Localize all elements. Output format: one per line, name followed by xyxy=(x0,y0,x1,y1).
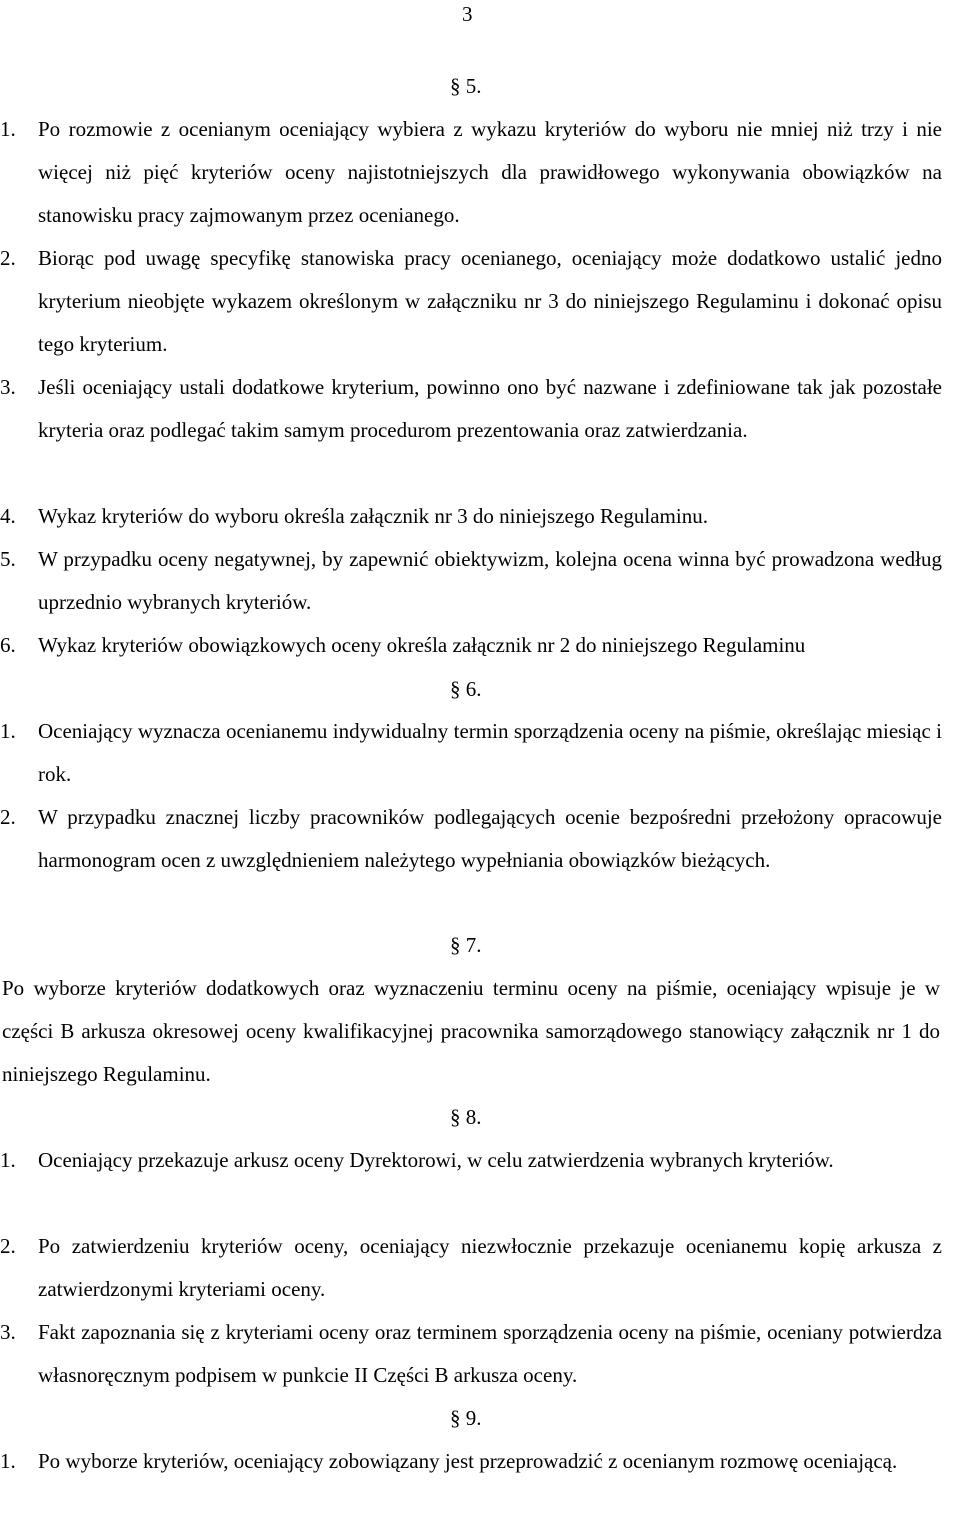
item-text: Po zatwierdzeniu kryteriów oceny, oceniający niezwłocznie przekazuje ocenianemu kopię arkusza z zatwierdzonymi kryteriami oceny. xyxy=(38,1234,942,1301)
item-number: 6. xyxy=(0,633,16,657)
item-number: 1. xyxy=(0,1449,16,1473)
section-header-9: § 9. xyxy=(450,1406,482,1430)
item-text: Jeśli oceniający ustali dodatkowe kryterium, powinno ono być nazwane i zdefiniowane tak jak pozostałe kryteria oraz podlegać takim samym procedurom prezentowania oraz zatwierdzania. xyxy=(38,375,942,442)
item-number: 1. xyxy=(0,719,16,743)
item-text: Biorąc pod uwagę specyfikę stanowiska pracy ocenianego, oceniający może dodatkowo ustalić jedno kryterium nieobjęte wykazem określonym w załączniku nr 3 do niniejszego Regulaminu i dokonać opisu tego kryterium. xyxy=(38,246,942,356)
section-header-7: § 7. xyxy=(450,933,482,957)
item-text: Oceniający wyznacza ocenianemu indywidualny termin sporządzenia oceny na piśmie, określając miesiąc i rok. xyxy=(38,719,942,786)
item-text: W przypadku znacznej liczby pracowników podlegających ocenie bezpośredni przełożony opracowuje harmonogram ocen z uwzględnieniem należytego wypełniania obowiązków bieżących. xyxy=(38,805,942,872)
item-text: Wykaz kryteriów do wyboru określa załącznik nr 3 do niniejszego Regulaminu. xyxy=(38,504,708,528)
item-text: Fakt zapoznania się z kryteriami oceny oraz terminem sporządzenia oceny na piśmie, oceniany potwierdza własnoręcznym podpisem w punkcie II Części B arkusza oceny. xyxy=(38,1320,942,1387)
section-header-8: § 8. xyxy=(450,1105,482,1129)
section-header-5: § 5. xyxy=(450,74,482,98)
item-text: Oceniający przekazuje arkusz oceny Dyrektorowi, w celu zatwierdzenia wybranych kryteriów. xyxy=(38,1148,834,1172)
item-text: Po rozmowie z ocenianym oceniający wybiera z wykazu kryteriów do wyboru nie mniej niż trzy i nie więcej niż pięć kryteriów oceny najistotniejszych dla prawidłowego wykonywania obowiązków na stanowisku pracy zajmowanym przez ocenianego. xyxy=(38,117,942,227)
paragraph: Po wyborze kryteriów dodatkowych oraz wyznaczeniu terminu oceny na piśmie, oceniający wpisuje je w części B arkusza okresowej oceny kwalifikacyjnej pracownika samorządowego stanowiący załącznik nr 1 do niniejszego Regulaminu. xyxy=(2,976,940,1086)
item-number: 5. xyxy=(0,547,16,571)
item-number: 1. xyxy=(0,1148,16,1172)
item-number: 2. xyxy=(0,1234,16,1258)
page-number: 3 xyxy=(462,2,473,26)
item-number: 3. xyxy=(0,1320,16,1344)
item-text: Wykaz kryteriów obowiązkowych oceny określa załącznik nr 2 do niniejszego Regulaminu xyxy=(38,633,806,657)
item-text: Po wyborze kryteriów, oceniający zobowiązany jest przeprowadzić z ocenianym rozmowę oceniającą. xyxy=(38,1449,898,1473)
item-number: 2. xyxy=(0,246,16,270)
section-header-6: § 6. xyxy=(450,677,482,701)
item-number: 2. xyxy=(0,805,16,829)
item-number: 4. xyxy=(0,504,16,528)
item-number: 1. xyxy=(0,117,16,141)
item-number: 3. xyxy=(0,375,16,399)
item-text: W przypadku oceny negatywnej, by zapewnić obiektywizm, kolejna ocena winna być prowadzona według uprzednio wybranych kryteriów. xyxy=(38,547,942,614)
